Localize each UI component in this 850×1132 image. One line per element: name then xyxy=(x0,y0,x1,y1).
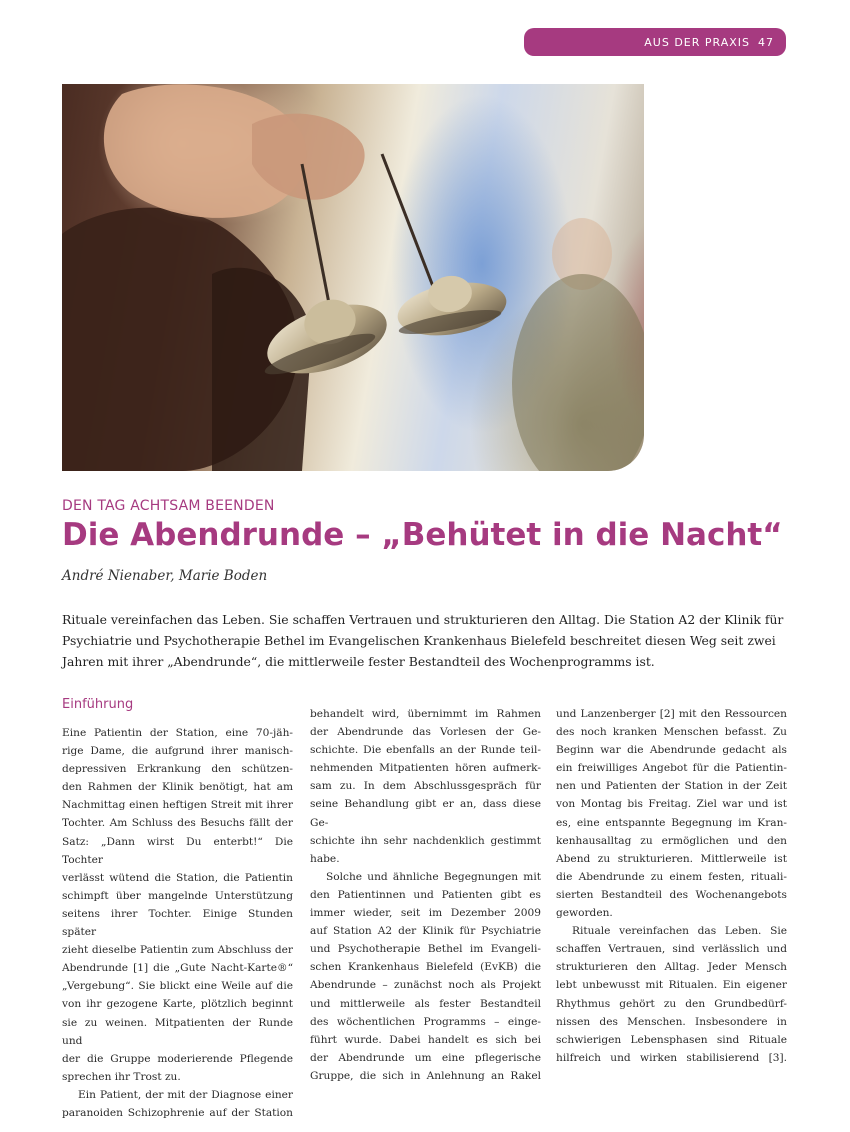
text-line: von ihr gezogene Karte, plötzlich beginnt xyxy=(62,998,293,1011)
text-line: den Patientinnen und Patienten gibt es xyxy=(310,888,541,901)
cymbals-illustration xyxy=(62,84,644,471)
article-photo xyxy=(62,84,644,471)
article-lead xyxy=(62,609,786,672)
text-line: Ein Patient, der mit der Diagnose einer xyxy=(78,1088,293,1101)
text-line: der Abendrunde das Vorlesen der Ge- xyxy=(310,726,541,739)
text-line: und Lanzenberger [2] mit den Ressourcen xyxy=(556,708,787,720)
text-line: von Montag bis Freitag. Ziel war und ist xyxy=(556,798,787,811)
text-line: Abend zu strukturieren. Mittlerweile ist xyxy=(556,852,787,865)
text-line: schen Krankenhaus Bielefeld (EvKB) die xyxy=(310,961,541,974)
text-line: Abendrunde – zunächst noch als Projekt xyxy=(310,979,541,992)
text-line: seine Behandlung gibt er an, dass diese Ge- xyxy=(310,798,541,829)
text-line: der die Gruppe moderierende Pflegende xyxy=(62,1052,293,1065)
text-line: paranoiden Schizophrenie auf der Station xyxy=(62,1106,293,1119)
text-line: sam zu. In dem Abschlussgespräch für xyxy=(310,780,541,793)
section-tab xyxy=(524,28,786,56)
section-label: AUS DER PRAXIS xyxy=(644,35,750,49)
text-line: nissen des Menschen. Insbesondere in xyxy=(556,1015,787,1028)
text-line: es, eine entspannte Begegnung im Kran- xyxy=(556,816,787,829)
lead-line: Rituale vereinfachen das Leben. Sie schaffen Vertrauen und strukturieren den Alltag. Die Station A2 der Klinik für xyxy=(62,612,784,627)
body-column-3 xyxy=(556,705,787,1067)
text-line: schichte. Die ebenfalls an der Runde teil- xyxy=(310,744,541,757)
body-column-2 xyxy=(310,705,541,1085)
text-line: behandelt wird, übernimmt im Rahmen xyxy=(310,708,541,720)
text-line: Beginn war die Abendrunde gedacht als xyxy=(556,744,787,757)
body-column-1 xyxy=(62,724,293,1122)
text-line: sprechen ihr Trost zu. xyxy=(62,1070,181,1083)
text-line: Satz: „Dann wirst Du enterbt!“ Die Tochter xyxy=(62,835,293,866)
text-line: seitens ihrer Tochter. Einige Stunden später xyxy=(62,907,293,939)
lead-line: Psychiatrie und Psychotherapie Bethel im Evangelischen Krankenhaus Bielefeld beschreitet diesen Weg seit zwei xyxy=(62,633,776,648)
text-line: verlässt wütend die Station, die Patientin xyxy=(62,871,293,884)
text-line: auf Station A2 der Klinik für Psychiatrie xyxy=(310,925,541,938)
article-authors: André Nienaber, Marie Boden xyxy=(62,568,268,584)
text-line: schichte ihn sehr nachdenklich gestimmt xyxy=(310,834,541,847)
text-line: „Vergebung“. Sie blickt eine Weile auf die xyxy=(62,980,293,993)
text-line: lebt unbewusst mit Ritualen. Ein eigener xyxy=(556,979,787,992)
text-line: den Rahmen der Klinik benötigt, hat am xyxy=(62,781,293,794)
text-line: nehmenden Mitpatienten hören aufmerk- xyxy=(310,762,541,775)
text-line: Rhythmus gehört zu den Grundbedürf- xyxy=(556,997,787,1010)
text-line: die Abendrunde zu einem festen, rituali- xyxy=(556,870,787,883)
text-line: ein freiwilliges Angebot für die Patientin- xyxy=(556,762,787,775)
text-line: des wöchentlichen Programms – einge- xyxy=(310,1015,541,1028)
text-line: immer wieder, seit im Dezember 2009 xyxy=(310,907,541,920)
text-line: sierten Bestandteil des Wochenangebots xyxy=(556,888,787,901)
article-title: Die Abendrunde – „Behütet in die Nacht“ xyxy=(62,517,783,553)
text-line: und mittlerweile als fester Bestandteil xyxy=(310,997,541,1010)
text-line: Tochter. Am Schluss des Besuchs fällt der xyxy=(62,817,293,830)
page-number: 47 xyxy=(758,35,774,49)
text-line: des noch kranken Menschen befasst. Zu xyxy=(556,726,787,739)
text-line: rige Dame, die aufgrund ihrer manisch- xyxy=(62,745,293,758)
text-line: schimpft über mangelnde Unterstützung xyxy=(62,889,293,902)
text-line: nen und Patienten der Station in der Zeit xyxy=(556,780,787,793)
text-line: geworden. xyxy=(556,907,613,920)
lead-line: Jahren mit ihrer „Abendrunde“, die mittlerweile fester Bestandteil des Wochenprogramms ist. xyxy=(62,654,655,669)
text-line: Solche und ähnliche Begegnungen mit xyxy=(326,870,541,883)
text-line: führt wurde. Dabei handelt es sich bei xyxy=(310,1033,541,1046)
text-line: der Abendrunde um eine pflegerische xyxy=(310,1051,541,1064)
text-line: sie zu weinen. Mitpatienten der Runde und xyxy=(62,1016,293,1047)
text-line: Eine Patientin der Station, eine 70-jäh- xyxy=(62,727,293,739)
text-line: Nachmittag einen heftigen Streit mit ihrer xyxy=(62,799,293,812)
text-line: Rituale vereinfachen das Leben. Sie xyxy=(572,925,787,938)
text-line: habe. xyxy=(310,852,340,865)
text-line: strukturieren den Alltag. Jeder Mensch xyxy=(556,961,787,974)
text-line: Abendrunde [1] die „Gute Nacht-Karte®“ xyxy=(62,962,293,975)
text-line: schwierigen Lebensphasen sind Rituale xyxy=(556,1033,787,1046)
subheading: Einführung xyxy=(62,697,134,712)
text-line: schaffen Vertrauen, sind verlässlich und xyxy=(556,943,787,956)
text-line: depressiven Erkrankung den schützen- xyxy=(62,763,293,776)
text-line: zieht dieselbe Patientin zum Abschluss der xyxy=(62,944,293,957)
text-line: kenhausalltag zu ermöglichen und den xyxy=(556,834,787,847)
text-line: Gruppe, die sich in Anlehnung an Rakel xyxy=(310,1069,541,1082)
text-line: hilfreich und wirken stabilisierend [3]. xyxy=(556,1051,787,1064)
text-line: und Psychotherapie Bethel im Evangeli- xyxy=(310,943,541,956)
article-kicker: DEN TAG ACHTSAM BEENDEN xyxy=(62,498,275,514)
